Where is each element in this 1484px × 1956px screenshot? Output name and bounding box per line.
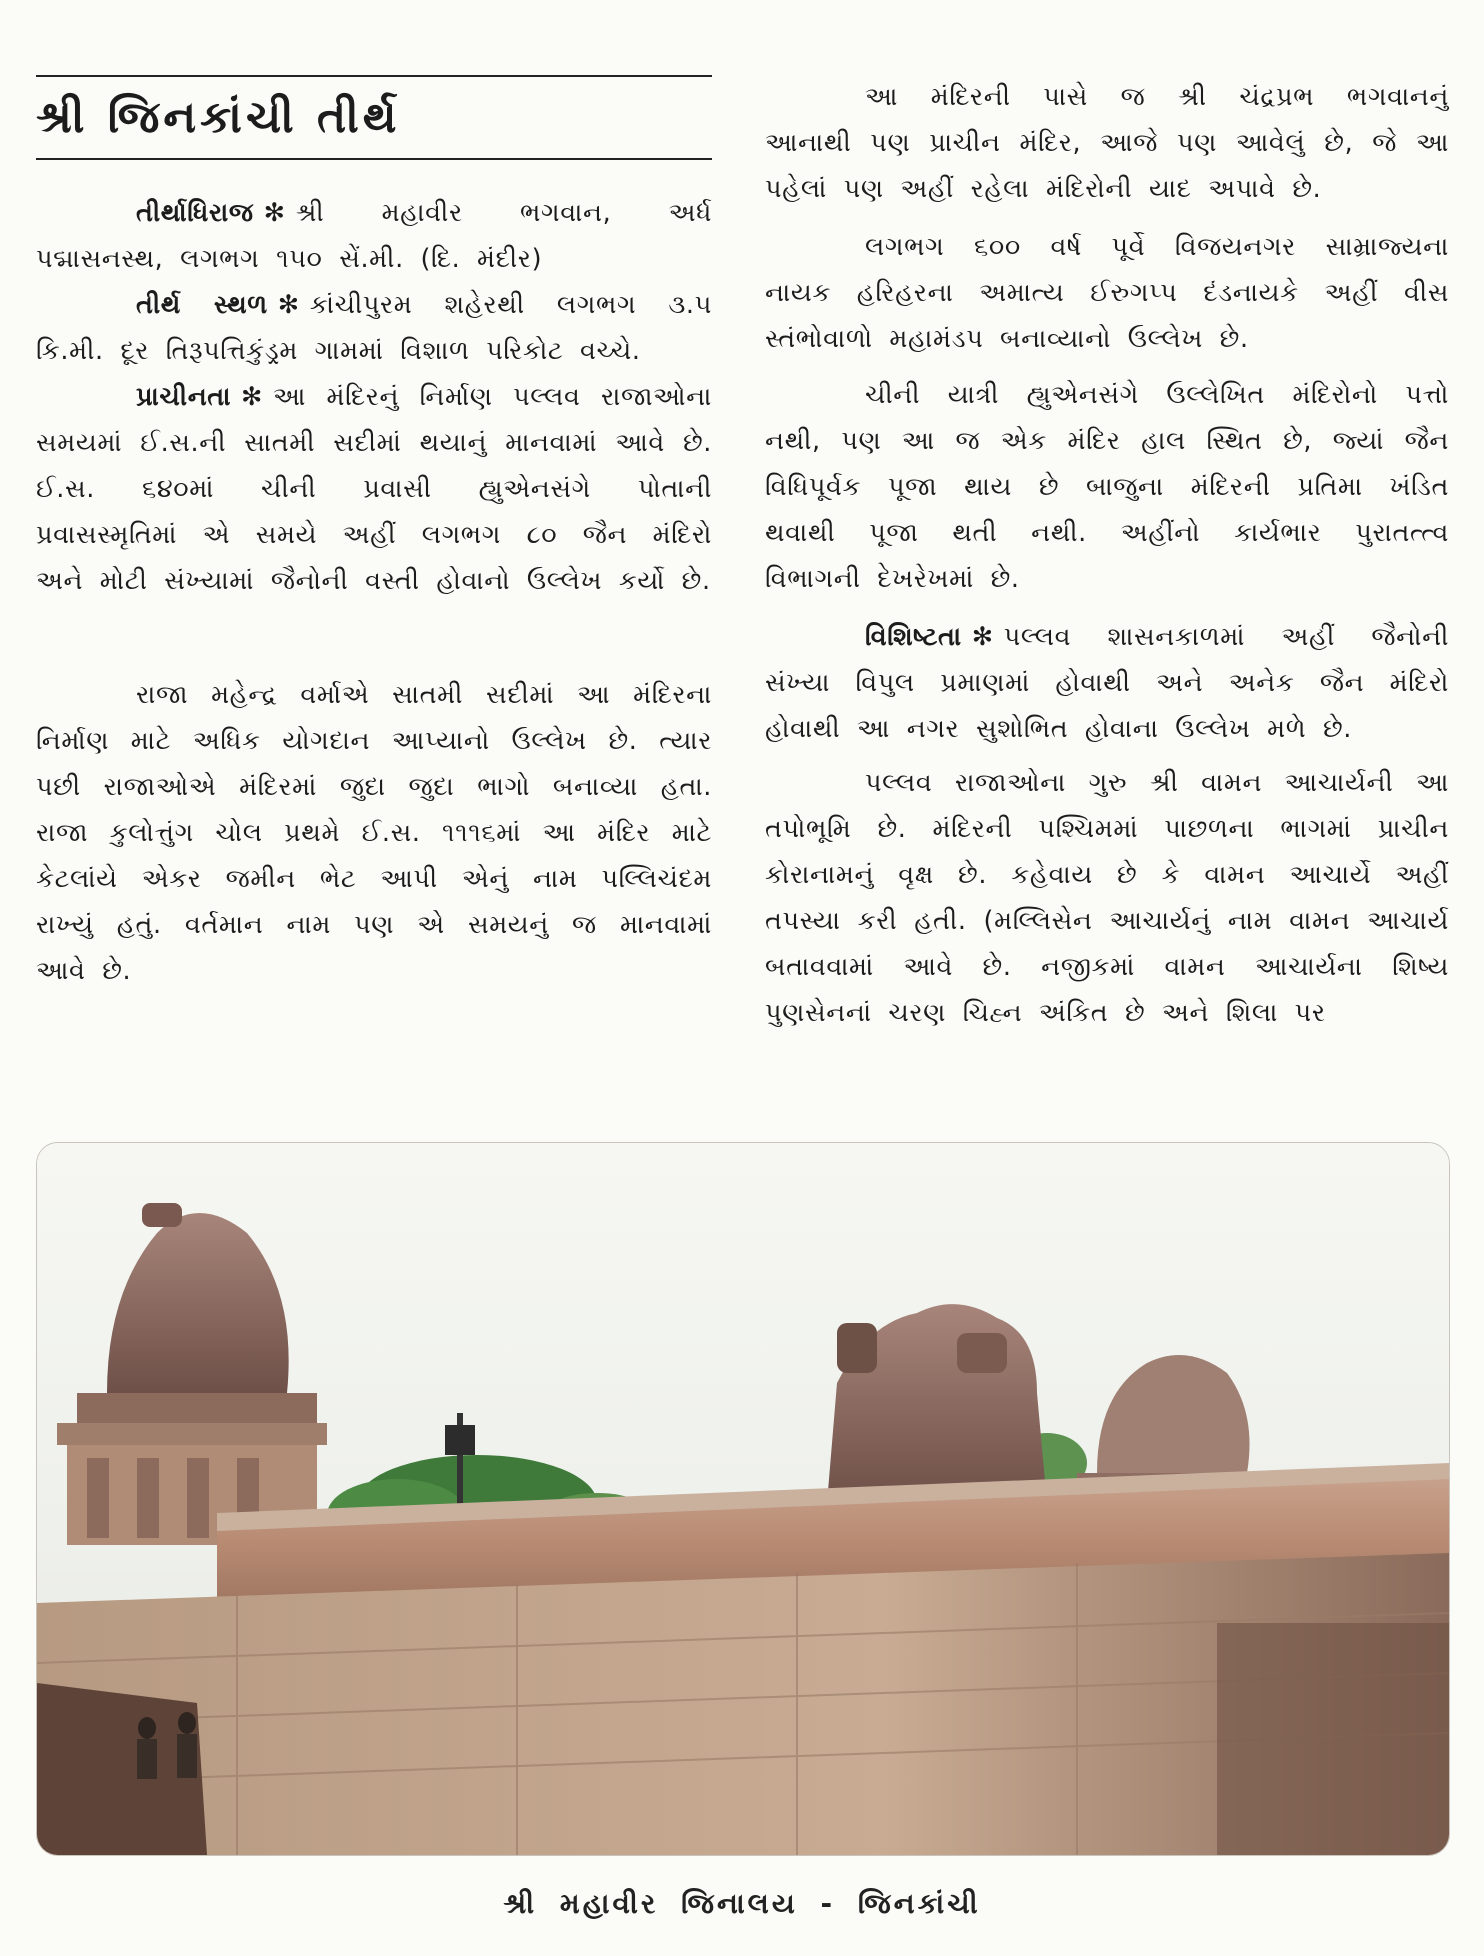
text-prachinta: આ મંદિરનું નિર્માણ પલ્લવ રાજાઓના સમયમાં ઈ.સ.ની સાતમી સદીમાં થયાનું માનવામાં આવે છે. ઈ.સ. ૬૪૦માં ચીની પ્રવાસી હ્યુએનસંગે પોતાની પ્રવાસસ્મૃતિમાં એ સમયે અહીં લગભગ ૮૦ જૈન મંદિરો અને મોટી સંખ્યામાં જૈનોની વસ્તી હોવાનો ઉલ્લેખ કર્યો છે. bbox=[36, 382, 712, 596]
label-prachinta: પ્રાચીનતા bbox=[136, 382, 232, 412]
paragraph-prachinta bbox=[36, 374, 712, 604]
star-icon: ✻ bbox=[263, 198, 286, 228]
star-icon: ✻ bbox=[277, 290, 300, 320]
text-tirth-sthal: કાંચીપુરમ શહેરથી લગભગ ૩.૫ કિ.મી. દૂર તિરૂપત્તિકુંડ્રમ ગામમાં વિશાળ પરિકોટ વચ્ચે. bbox=[36, 290, 712, 366]
label-tirthadhiraj: તીર્થાધિરાજ bbox=[136, 198, 254, 228]
page-title: શ્રી જિનકાંચી તીર્થ bbox=[36, 92, 401, 143]
paragraph-tirthadhiraj bbox=[36, 190, 712, 282]
paragraph-raja-mahendra: રાજા મહેન્દ્ર વર્માએ સાતમી સદીમાં આ મંદિરના નિર્માણ માટે અધિક યોગદાન આપ્યાનો ઉલ્લેખ છે. ત્યાર પછી રાજાઓએ મંદિરમાં જુદા જુદા ભાગો બનાવ્યા હતા. રાજા કુલોત્તુંગ ચોલ પ્રથમે ઈ.સ. ૧૧૧૬માં આ મંદિર માટે કેટલાંયે એકર જમીન ભેટ આપી એનું નામ પલ્લિચંદમ રાખ્યું હતું. વર્તમાન નામ પણ એ સમયનું જ માનવામાં આવે છે. bbox=[36, 680, 712, 986]
label-tirth-sthal: તીર્થ સ્થળ bbox=[136, 290, 268, 320]
label-vishishtata: વિશિષ્ટતા bbox=[865, 622, 962, 652]
text-vishishtata: પલ્લવ શાસનકાળમાં અહીં જૈનોની સંખ્યા વિપુલ પ્રમાણમાં હોવાથી અને અનેક જૈન મંદિરો હોવાથી આ નગર સુશોભિત હોવાના ઉલ્લેખ મળે છે. bbox=[765, 622, 1449, 744]
star-icon: ✻ bbox=[241, 382, 264, 412]
paragraph-vishishtata bbox=[765, 614, 1449, 752]
paragraph-huen-tsang: ચીની યાત્રી હ્યુએનસંગે ઉલ્લેખિત મંદિરોનો પત્તો નથી, પણ આ જ એક મંદિર હાલ સ્થિત છે, જ્યાં જૈન વિધિપૂર્વક પૂજા થાય છે બાજુના મંદિરની પ્રતિમા ખંડિત થવાથી પૂજા થતી નથી. અહીંનો કાર્યભાર પુરાતત્ત્વ વિભાગની દેખરેખમાં છે. bbox=[765, 380, 1449, 594]
paragraph-vijayanagar: લગભગ ૬૦૦ વર્ષ પૂર્વે વિજયનગર સામ્રાજ્યના નાયક હરિહરના અમાત્ય ઈરુગપ્પ દંડનાયકે અહીં વીસ સ્તંભોવાળો મહામંડપ બનાવ્યાનો ઉલ્લેખ છે. bbox=[765, 232, 1449, 354]
paragraph-vaman-acharya: પલ્લવ રાજાઓના ગુરુ શ્રી વામન આચાર્યની આ તપોભૂમિ છે. મંદિરની પશ્ચિમમાં પાછળના ભાગમાં પ્રાચીન કોરાનામનું વૃક્ષ છે. કહેવાય છે કે વામન આચાર્યે અહીં તપસ્યા કરી હતી. (મલ્લિસેન આચાર્યનું નામ વામન આચાર્ય બતાવવામાં આવે છે. નજીકમાં વામન આચાર્યના શિષ્ય પુણસેનનાં ચરણ ચિહ્ન અંકિત છે અને શિલા પર bbox=[765, 768, 1449, 1028]
star-icon: ✻ bbox=[971, 622, 994, 652]
title-bottom-rule bbox=[36, 158, 712, 160]
temple-photo bbox=[36, 1142, 1450, 1856]
title-top-rule bbox=[36, 75, 712, 77]
temple-photo-icon bbox=[37, 1143, 1449, 1855]
text-tirthadhiraj: શ્રી મહાવીર ભગવાન, અર્ધ પદ્માસનસ્થ, લગભગ ૧૫૦ સેં.મી. (દિ. મંદીર) bbox=[36, 198, 712, 274]
paragraph-chandraprabh: આ મંદિરની પાસે જ શ્રી ચંદ્રપ્રભ ભગવાનનું આનાથી પણ પ્રાચીન મંદિર, આજે પણ આવેલું છે, જે આ પહેલાં પણ અહીં રહેલા મંદિરોની યાદ અપાવે છે. bbox=[765, 82, 1449, 204]
photo-caption: શ્રી મહાવીર જિનાલય - જિનકાંચી bbox=[503, 1887, 981, 1920]
paragraph-tirth-sthal bbox=[36, 282, 712, 374]
